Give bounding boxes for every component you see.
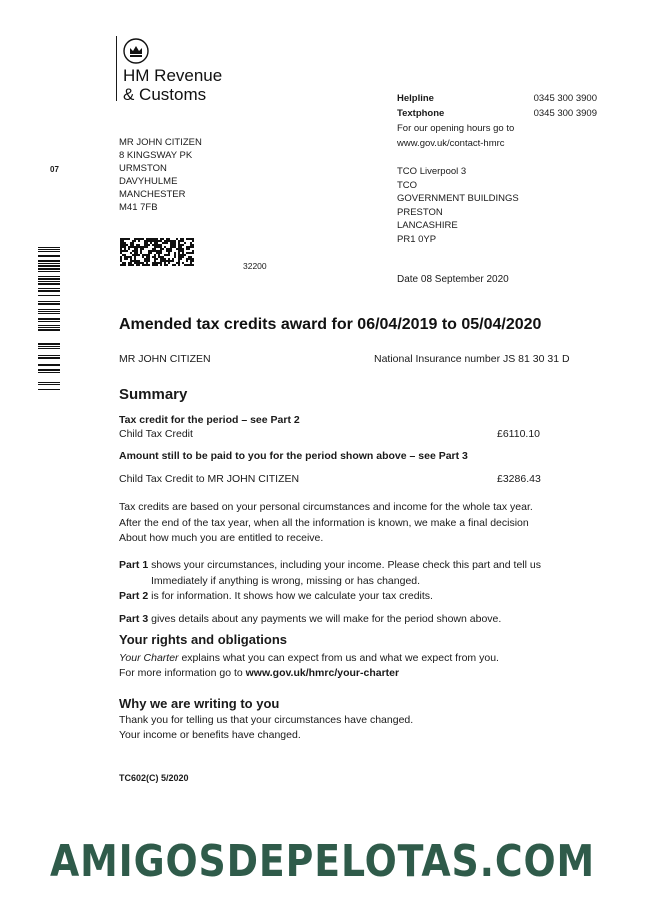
part-3-label: Part 3 xyxy=(119,612,149,625)
part-3-text: gives details about any payments we will make for the period shown above. xyxy=(148,612,502,625)
part-1-text: shows your circumstances, including your income. Please check this part and tell us xyxy=(148,559,541,571)
office-address-line: TCO Liverpool 3 xyxy=(397,166,467,177)
tax-credit-heading: Tax credit for the period – see Part 2 xyxy=(119,414,300,426)
rights-heading: Your rights and obligations xyxy=(119,632,288,647)
document-title: Amended tax credits award for 06/04/2019 to 05/04/2020 xyxy=(119,316,542,333)
watermark: AMIGOSDEPELOTAS.COM xyxy=(50,836,595,887)
2d-barcode-icon xyxy=(120,238,194,266)
charter-info-line xyxy=(119,667,399,679)
address-line: 8 KINGSWAY PK xyxy=(119,150,193,161)
helpline-label: Helpline xyxy=(397,93,434,104)
claimant-name: MR JOHN CITIZEN xyxy=(119,353,211,365)
royal-crest-icon xyxy=(123,38,149,64)
address-line: URMSTON xyxy=(119,163,167,174)
logo-text-line2: & Customs xyxy=(123,85,207,104)
logo-text-line1: HM Revenue xyxy=(123,66,223,85)
reference-code: 32200 xyxy=(243,261,267,271)
part-1-line xyxy=(119,558,589,574)
amount-due-value: £3286.43 xyxy=(497,473,541,485)
part-1-continuation: Immediately if anything is wrong, missing or has changed. xyxy=(151,574,421,587)
part-3-line xyxy=(119,612,589,628)
logo-divider xyxy=(116,36,117,101)
paragraph-line: Tax credits are based on your personal circumstances and income for the whole tax year. xyxy=(119,501,533,513)
charter-text: explains what you can expect from us and what we expect from you. xyxy=(178,652,499,664)
paragraph-line: After the end of the tax year, when all the information is known, we make a final decision xyxy=(119,516,529,529)
more-info-text: For more information go to xyxy=(119,667,246,679)
vertical-barcode-icon xyxy=(38,247,68,390)
address-line: MANCHESTER xyxy=(119,189,186,200)
why-line-1: Thank you for telling us that your circumstances have changed. xyxy=(119,714,414,726)
address-line: MR JOHN CITIZEN xyxy=(119,137,202,148)
textphone-number: 0345 300 3909 xyxy=(533,108,597,119)
intro-paragraph xyxy=(119,500,589,547)
part-1-label: Part 1 xyxy=(119,559,149,571)
office-address-line: GOVERNMENT BUILDINGS xyxy=(397,193,519,205)
tax-credit-value: £6110.10 xyxy=(497,428,541,440)
paragraph-line: About how much you are entitled to receive. xyxy=(119,532,324,544)
why-heading: Why we are writing to you xyxy=(119,696,280,711)
letter-date: Date 08 September 2020 xyxy=(397,274,509,285)
tax-credit-label: Child Tax Credit xyxy=(119,428,193,440)
office-address-line: PR1 0YP xyxy=(397,233,437,245)
part-2-line xyxy=(119,589,589,605)
helpline-number: 0345 300 3900 xyxy=(533,93,597,104)
charter-line xyxy=(119,652,499,664)
amount-due-label: Child Tax Credit to MR JOHN CITIZEN xyxy=(119,473,300,485)
office-address-line: TCO xyxy=(397,179,418,191)
contact-url: www.gov.uk/contact-hmrc xyxy=(397,138,505,149)
recipient-address xyxy=(119,136,202,214)
office-address-line: PRESTON xyxy=(397,206,443,218)
national-insurance-number: National Insurance number JS 81 30 31 D xyxy=(374,353,570,365)
side-mark: 07 xyxy=(50,165,59,174)
contact-block xyxy=(397,91,597,151)
office-address-line: LANCASHIRE xyxy=(397,220,458,232)
part-2-label: Part 2 xyxy=(119,590,149,602)
charter-title: Your Charter xyxy=(119,652,179,664)
opening-hours-text: For our opening hours go to xyxy=(397,123,515,134)
charter-url: www.gov.uk/hmrc/your-charter xyxy=(245,667,400,679)
part-2-text: is for information. It shows how we calculate your tax credits. xyxy=(148,590,433,602)
summary-heading: Summary xyxy=(119,386,188,403)
textphone-label: Textphone xyxy=(397,108,445,119)
why-line-2: Your income or benefits have changed. xyxy=(119,729,301,741)
amount-due-heading: Amount still to be paid to you for the period shown above – see Part 3 xyxy=(119,450,468,462)
office-address xyxy=(397,165,519,247)
address-line: M41 7FB xyxy=(119,202,158,213)
parts-explanation xyxy=(119,558,589,627)
address-line: DAVYHULME xyxy=(119,176,178,187)
form-code: TC602(C) 5/2020 xyxy=(119,773,189,783)
